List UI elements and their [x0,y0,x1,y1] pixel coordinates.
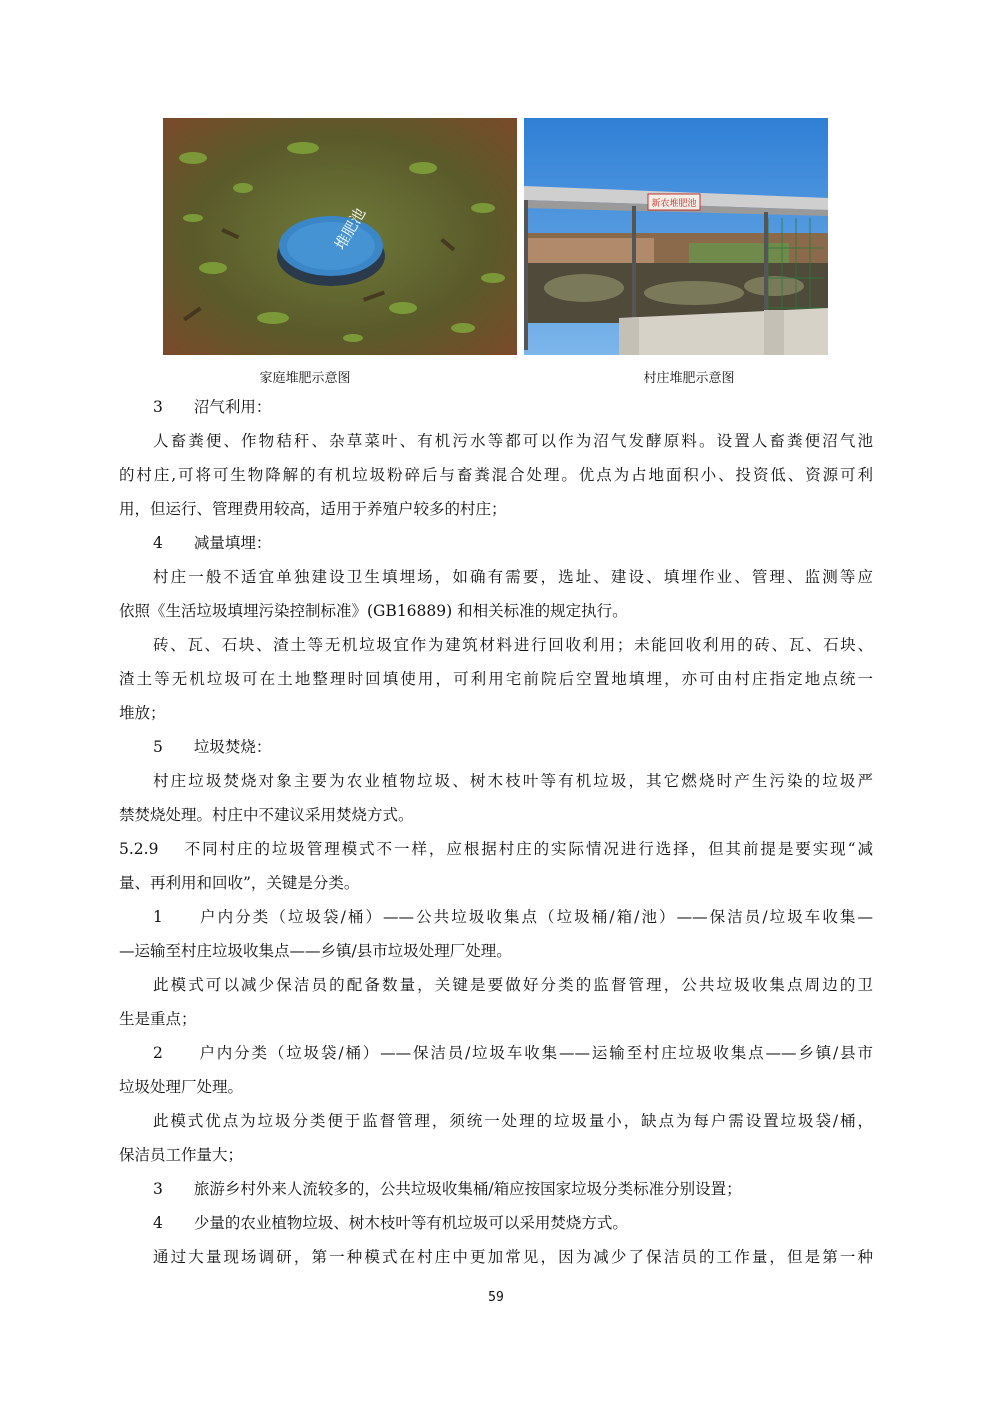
mode-3-line: 3 旅游乡村外来人流较多的，公共垃圾收集桶/箱应按国家垃圾分类标准分别设置； [153,1180,742,1198]
paragraph-line: 人畜粪便、作物秸秆、杂草菜叶、有机污水等都可以作为沼气发酵原料。设置人畜粪便沼气池 [153,432,873,450]
paragraph-line: 渣土等无机垃圾可在土地整理时回填使用，可利用宅前院后空置地填埋，亦可由村庄指定地点统一 [119,670,873,688]
clause-5-2-9: 5.2.9 不同村庄的垃圾管理模式不一样，应根据村庄的实际情况进行选择，但其前提是要实现“减 [119,840,873,858]
paragraph-line: —运输至村庄垃圾收集点——乡镇/县市垃圾处理厂处理。 [119,942,512,960]
paragraph-line: 垃圾处理厂处理。 [119,1078,244,1096]
paragraph-line: 堆放； [119,704,166,722]
paragraph-line: 村庄一般不适宜单独建设卫生填埋场，如确有需要，选址、建设、填埋作业、管理、监测等应 [153,568,873,586]
paragraph-line: 通过大量现场调研，第一种模式在村庄中更加常见，因为减少了保洁员的工作量，但是第一种 [153,1248,873,1266]
mode-1-line: 1 户内分类（垃圾袋/桶）——公共垃圾收集点（垃圾桶/箱/池）——保洁员/垃圾车收集— [153,908,873,926]
compost-sign [648,194,700,210]
item-heading-landfill: 4 减量填埋： [153,534,272,552]
sign-label: 新农堆肥池 [651,199,697,209]
paragraph-line: 用，但运行、管理费用较高，适用于养殖户较多的村庄； [119,500,507,518]
village-compost-photo [524,118,828,355]
paragraph-line: 此模式可以减少保洁员的配备数量，关键是要做好分类的监督管理，公共垃圾收集点周边的卫 [153,976,873,994]
item-heading-biogas: 3 沼气利用： [153,398,272,416]
paragraph-line: 的村庄,可将可生物降解的有机垃圾粉碎后与畜粪混合处理。优点为占地面积小、投资低、资源可利 [119,466,873,484]
figure-caption-village: 村庄堆肥示意图 [643,371,735,386]
paragraph-line: 保洁员工作量大； [119,1146,244,1164]
paragraph-line: 禁焚烧处理。村庄中不建议采用焚烧方式。 [119,806,414,824]
paragraph-line: 依照《生活垃圾填埋污染控制标准》(GB16889) 和相关标准的规定执行。 [119,602,628,620]
paragraph-line: 生是重点； [119,1010,197,1028]
household-compost-photo [163,118,517,355]
mode-2-line: 2 户内分类（垃圾袋/桶）——保洁员/垃圾车收集——运输至村庄垃圾收集点——乡镇/县市 [153,1044,873,1062]
paragraph-line: 量、再利用和回收”，关键是分类。 [119,874,360,892]
paragraph-line: 村庄垃圾焚烧对象主要为农业植物垃圾、树木枝叶等有机垃圾，其它燃烧时产生污染的垃圾严 [153,772,873,790]
item-heading-incineration: 5 垃圾焚烧： [153,738,272,756]
lid-label: 堆肥池 [331,205,370,253]
page-number: 59 [488,1290,504,1305]
paragraph-line: 此模式优点为垃圾分类便于监督管理，须统一处理的垃圾量小，缺点为每户需设置垃圾袋/桶， [153,1112,873,1130]
paragraph-line: 砖、瓦、石块、渣土等无机垃圾宜作为建筑材料进行回收利用；未能回收利用的砖、瓦、石块、 [153,636,873,654]
mode-4-line: 4 少量的农业植物垃圾、树木枝叶等有机垃圾可以采用焚烧方式。 [153,1214,628,1232]
figure-caption-household: 家庭堆肥示意图 [259,371,351,386]
